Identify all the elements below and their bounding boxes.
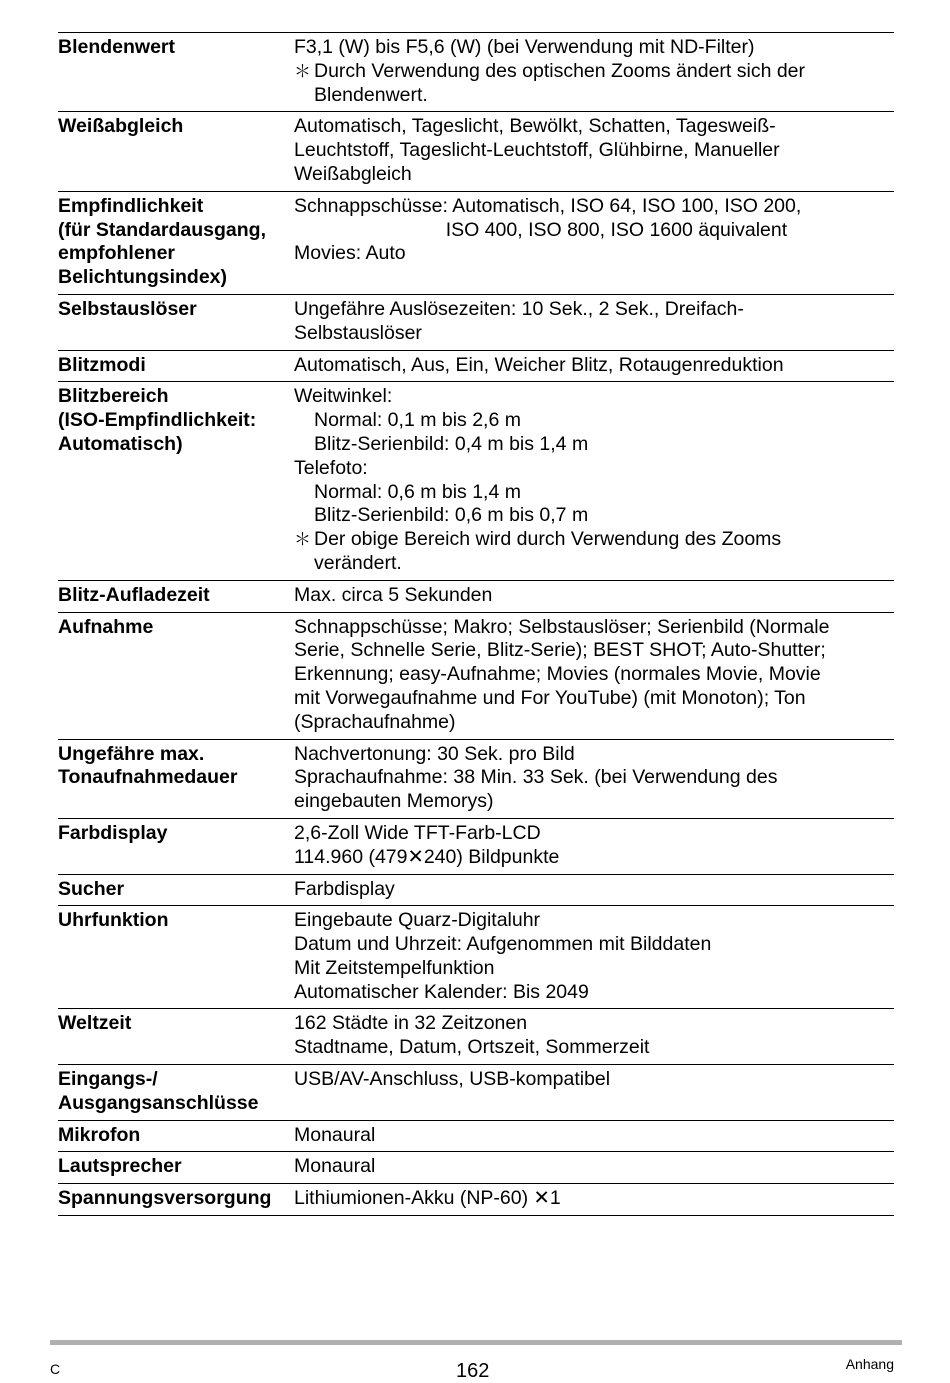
spec-value [294, 878, 894, 902]
spec-value [294, 909, 894, 1004]
spec-value [294, 354, 894, 378]
spec-value-line: Blendenwert. [314, 83, 428, 106]
spec-row [58, 581, 894, 613]
spec-value-line: 162 Städte in 32 Zeitzonen [294, 1012, 528, 1035]
spec-label: Aufnahme [58, 615, 154, 638]
spec-row [58, 1065, 894, 1121]
spec-label: Selbstauslöser [58, 297, 197, 320]
specification-table [58, 32, 894, 1216]
spec-row [58, 819, 894, 875]
spec-value-line: Lithiumionen-Akku (NP-60) ✕1 [294, 1187, 561, 1210]
spec-value-line: Nachvertonung: 30 Sek. pro Bild [294, 742, 575, 765]
spec-value-line: mit Vorwegaufnahme und For YouTube) (mit Monoton); Ton [294, 686, 806, 709]
spec-row [58, 613, 894, 740]
spec-label: Ungefähre max. Tonaufnahmedauer [58, 742, 238, 789]
spec-value-line: Mit Zeitstempelfunktion [294, 956, 495, 979]
spec-row [58, 740, 894, 819]
spec-row [58, 351, 894, 383]
spec-label: Farbdisplay [58, 821, 168, 844]
spec-value [294, 1155, 894, 1179]
spec-value-line: Weißabgleich [294, 162, 412, 185]
spec-value [294, 616, 894, 735]
footer-divider [50, 1340, 902, 1345]
spec-value-line: USB/AV-Anschluss, USB-kompatibel [294, 1068, 611, 1091]
spec-note-line: ＊ Durch Verwendung des optischen Zooms ändert sich der [294, 60, 894, 84]
spec-value-line: Monaural [294, 1155, 376, 1178]
spec-value-line: F3,1 (W) bis F5,6 (W) (bei Verwendung mit ND-Filter) [294, 36, 755, 58]
spec-row [58, 112, 894, 191]
spec-value [294, 743, 894, 814]
spec-value-line: Automatischer Kalender: Bis 2049 [294, 980, 589, 1003]
spec-value-line: Monaural [294, 1123, 376, 1146]
spec-row [58, 1152, 894, 1184]
spec-label: Lautsprecher [58, 1155, 182, 1178]
spec-row [58, 1184, 894, 1216]
spec-value-line: Blitz-Serienbild: 0,4 m bis 1,4 m [314, 432, 589, 455]
spec-value-line: Automatisch, Aus, Ein, Weicher Blitz, Rotaugenreduktion [294, 353, 784, 376]
spec-value-line: Normal: 0,1 m bis 2,6 m [314, 409, 521, 432]
spec-value-line: Max. circa 5 Sekunden [294, 583, 493, 606]
spec-label: Blitzbereich (ISO-Empfindlichkeit: Automatisch) [58, 385, 257, 455]
spec-label: Mikrofon [58, 1123, 141, 1146]
spec-value-line: Schnappschüsse: Automatisch, ISO 64, ISO 100, ISO 200, [294, 194, 802, 217]
spec-value [294, 385, 894, 575]
spec-value-line: Serie, Schnelle Serie, Blitz-Serie); BEST SHOT; Auto-Shutter; [294, 639, 826, 662]
spec-row [58, 1121, 894, 1153]
spec-value [294, 1124, 894, 1148]
spec-value [294, 298, 894, 346]
section-name: Anhang [845, 1356, 894, 1372]
spec-value-line: Schnappschüsse; Makro; Selbstauslöser; Serienbild (Normale [294, 615, 830, 638]
spec-value [294, 195, 894, 290]
spec-value-line: Stadtname, Datum, Ortszeit, Sommerzeit [294, 1036, 650, 1059]
spec-value-line: 114.960 (479✕240) Bildpunkte [294, 845, 560, 868]
spec-value [294, 1012, 894, 1060]
spec-value-line: Weitwinkel: [294, 385, 393, 408]
spec-value-line: verändert. [314, 551, 402, 574]
spec-note-line: ＊ Der obige Bereich wird durch Verwendung des Zooms [294, 528, 894, 552]
spec-value-line: Sprachaufnahme: 38 Min. 33 Sek. (bei Verwendung des [294, 766, 778, 789]
page-number: 162 [456, 1360, 490, 1382]
spec-value-line: Telefoto: [294, 456, 368, 479]
spec-label: Weißabgleich [58, 115, 184, 138]
spec-value-line: Ungefähre Auslösezeiten: 10 Sek., 2 Sek., Dreifach- [294, 297, 744, 320]
spec-label: Eingangs-/ Ausgangsanschlüsse [58, 1068, 259, 1114]
spec-value-line: Normal: 0,6 m bis 1,4 m [314, 480, 521, 503]
spec-value [294, 1068, 894, 1116]
spec-label: Weltzeit [58, 1012, 132, 1035]
footer-left-marker: C [50, 1361, 61, 1377]
spec-value-line: Eingebaute Quarz-Digitaluhr [294, 909, 541, 932]
spec-value-line: Selbstauslöser [294, 321, 422, 344]
spec-value-line: Erkennung; easy-Aufnahme; Movies (normales Movie, Movie [294, 663, 821, 686]
spec-label: Sucher [58, 877, 125, 900]
spec-label: Blitzmodi [58, 353, 146, 376]
spec-value-line: eingebauten Memorys) [294, 790, 494, 813]
spec-label: Spannungsversorgung [58, 1187, 272, 1210]
spec-value [294, 584, 894, 608]
spec-value-line: Automatisch, Tageslicht, Bewölkt, Schatten, Tagesweiß- [294, 115, 776, 138]
spec-row [58, 295, 894, 351]
spec-value-line: ISO 400, ISO 800, ISO 1600 äquivalent [294, 218, 788, 241]
spec-value [294, 1187, 894, 1211]
spec-label: Blendenwert [58, 36, 176, 58]
spec-value [294, 36, 894, 107]
spec-label: Empfindlichkeit (für Standardausgang, empfohlener Belichtungsindex) [58, 194, 267, 289]
spec-value-line: Movies: Auto [294, 242, 406, 265]
spec-value [294, 115, 894, 186]
spec-value-line: Farbdisplay [294, 877, 395, 900]
spec-value-line: Blitz-Serienbild: 0,6 m bis 0,7 m [314, 504, 589, 527]
spec-value [294, 822, 894, 870]
spec-row [58, 875, 894, 907]
spec-value-line: Leuchtstoff, Tageslicht-Leuchtstoff, Glühbirne, Manueller [294, 139, 780, 162]
spec-label: Uhrfunktion [58, 909, 169, 932]
spec-value-line: 2,6-Zoll Wide TFT-Farb-LCD [294, 821, 541, 844]
spec-row [58, 33, 894, 112]
spec-row [58, 192, 894, 295]
spec-value-line: (Sprachaufnahme) [294, 710, 456, 733]
spec-label: Blitz-Aufladezeit [58, 583, 210, 606]
spec-row [58, 1009, 894, 1065]
spec-row [58, 382, 894, 580]
spec-value-line: Datum und Uhrzeit: Aufgenommen mit Bilddaten [294, 933, 712, 956]
spec-row [58, 906, 894, 1009]
